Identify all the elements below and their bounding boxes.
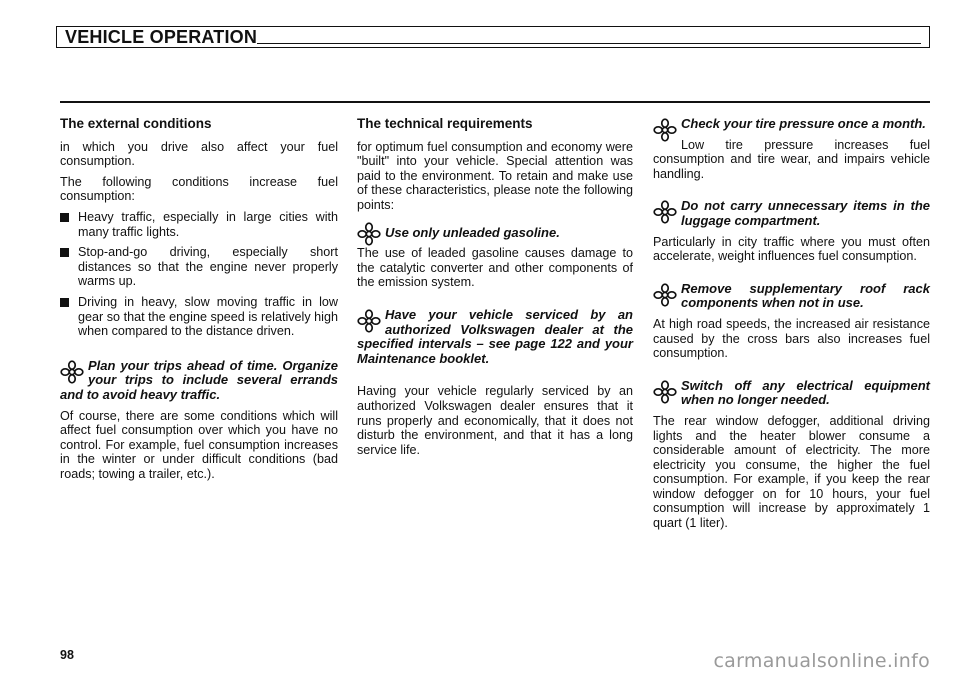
environment-tip: [60, 359, 338, 482]
heading-technical-requirements: The technical requirements: [357, 116, 533, 131]
tip-body: Of course, there are some conditions which will affect fuel consumption over which you have no control. For example, fuel consumption increases in the winter or under difficult conditions (bad roads; towing a trailer, etc.).: [60, 408, 338, 481]
paragraph: The following conditions increase fuel consumption:: [60, 174, 338, 204]
bullet-text: Heavy traffic, especially in large cities with many traffic lights.: [78, 209, 338, 239]
bullet-square-icon: [60, 248, 69, 257]
watermark: carmanualsonline.info: [713, 650, 930, 672]
environment-flower-icon: [653, 380, 677, 404]
page-number: 98: [60, 648, 74, 662]
tip-heading: Do not carry unnecessary items in the luggage compartment.: [681, 198, 930, 228]
bullet-item: [60, 245, 338, 289]
environment-flower-icon: [60, 360, 84, 384]
tip-heading: Plan your trips ahead of time. Organize your trips to include several errands and to avoid heavy traffic.: [60, 357, 338, 402]
environment-tip: [653, 117, 930, 181]
tip-body: Particularly in city traffic where you must often accelerate, weight influences fuel consumption.: [653, 234, 930, 264]
column-tips: [653, 117, 930, 537]
top-rule: [60, 101, 930, 103]
bullet-square-icon: [60, 213, 69, 222]
bullet-text: Stop-and-go driving, especially short distances so that the engine never properly warms up.: [78, 245, 338, 289]
environment-tip: [653, 199, 930, 263]
paragraph: Having your vehicle regularly serviced by an authorized Volkswagen dealer ensures that it runs properly and economically, that it does not disturb the environment, and that it has a long service life.: [357, 384, 633, 457]
bullet-item: [60, 295, 338, 339]
tip-heading: Check your tire pressure once a month.: [681, 116, 926, 131]
environment-flower-icon: [653, 200, 677, 224]
environment-tip: [357, 308, 633, 366]
paragraph: for optimum fuel consumption and economy were "built" into your vehicle. Special attention was paid to the environment. To retain and make use of these characteristics, please note the following points:: [357, 139, 633, 212]
section-title: VEHICLE OPERATION: [65, 27, 258, 47]
environment-tip: [653, 379, 930, 531]
tip-heading: Have your vehicle serviced by an authorized Volkswagen dealer at the specified intervals – see page 122 and your Maintenance booklet.: [357, 306, 633, 366]
column-technical-requirements: [357, 117, 633, 463]
bullet-item: [60, 210, 338, 239]
environment-flower-icon: [653, 118, 677, 142]
paragraph: in which you drive also affect your fuel consumption.: [60, 139, 338, 169]
heading-external-conditions: The external conditions: [60, 116, 212, 131]
tip-heading: Use only unleaded gasoline.: [385, 224, 560, 240]
tip-heading: Remove supplementary roof rack components when not in use.: [681, 280, 930, 311]
tip-body: The use of leaded gasoline causes damage to the catalytic converter and other components of the emission system.: [357, 246, 633, 290]
tip-body: At high road speeds, the increased air resistance caused by the cross bars also increases fuel consumption.: [653, 316, 930, 361]
environment-flower-icon: [357, 309, 381, 333]
bullet-text: Driving in heavy, slow moving traffic in low gear so that the engine speed is relatively high when compared to the distance driven.: [78, 294, 338, 339]
environment-tip: [357, 221, 633, 290]
environment-flower-icon: [357, 222, 381, 246]
tip-body: The rear window defogger, additional driving lights and the heater blower consume a considerable amount of electricity. The more electricity you consume, the higher the fuel consumption. For example, if you keep the rear window defogger on for 10 hours, your fuel consumption will increase by approximately 1 quart (1 liter).: [653, 413, 930, 531]
environment-tip: [653, 282, 930, 361]
section-header: [56, 26, 930, 48]
column-external-conditions: [60, 117, 338, 487]
header-underline: [257, 43, 921, 44]
tip-body: Low tire pressure increases fuel consumption and tire wear, and impairs vehicle handling.: [653, 137, 930, 181]
bullet-square-icon: [60, 298, 69, 307]
environment-flower-icon: [653, 283, 677, 307]
tip-heading: Switch off any electrical equipment when no longer needed.: [681, 377, 930, 408]
